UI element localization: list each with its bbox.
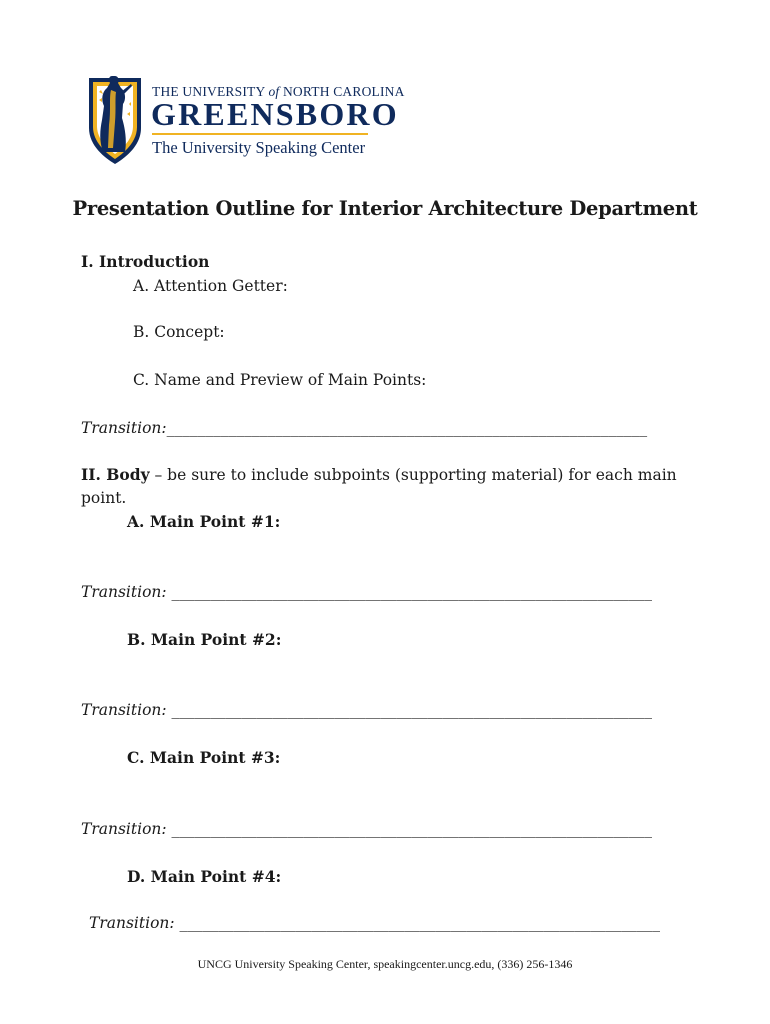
main-point-2-label: B. Main Point #2: [127, 630, 282, 649]
concept-label: B. Concept: [133, 323, 225, 341]
uncg-logo [85, 70, 405, 166]
main-point-3-transition: Transition: ______________________________________________________________ [81, 820, 653, 838]
introduction-transition: Transition:______________________________________________________________ [81, 419, 648, 437]
shield-statue-icon [85, 70, 145, 166]
body-heading-line [81, 465, 677, 484]
main-point-4-transition: Transition: ______________________________________________________________ [89, 914, 661, 932]
page-footer: UNCG University Speaking Center, speakingcenter.uncg.edu, (336) 256-1346 [197, 957, 573, 971]
body-note-continued: point. [81, 489, 127, 507]
logo-greensboro: GREENSBORO [151, 96, 399, 132]
main-point-4-label: D. Main Point #4: [127, 867, 282, 886]
logo-speaking-center: The University Speaking Center [152, 138, 366, 157]
attention-getter-label: A. Attention Getter: [133, 277, 288, 295]
main-point-1-label: A. Main Point #1: [127, 512, 281, 531]
main-point-3-label: C. Main Point #3: [127, 748, 281, 767]
body-note: – be sure to include subpoints (supporting material) for each main [149, 466, 677, 484]
main-point-2-transition: Transition: ______________________________________________________________ [81, 701, 653, 719]
logo-university-line: THE UNIVERSITY of NORTH CAROLINA [152, 84, 405, 99]
main-point-1-transition: Transition: ______________________________________________________________ [81, 583, 653, 601]
document-title: Presentation Outline for Interior Architecture Department [72, 197, 698, 220]
body-heading: II. Body [81, 465, 150, 484]
preview-main-points-label: C. Name and Preview of Main Points: [133, 371, 427, 389]
introduction-heading: I. Introduction [81, 252, 210, 271]
logo-divider [152, 133, 368, 135]
